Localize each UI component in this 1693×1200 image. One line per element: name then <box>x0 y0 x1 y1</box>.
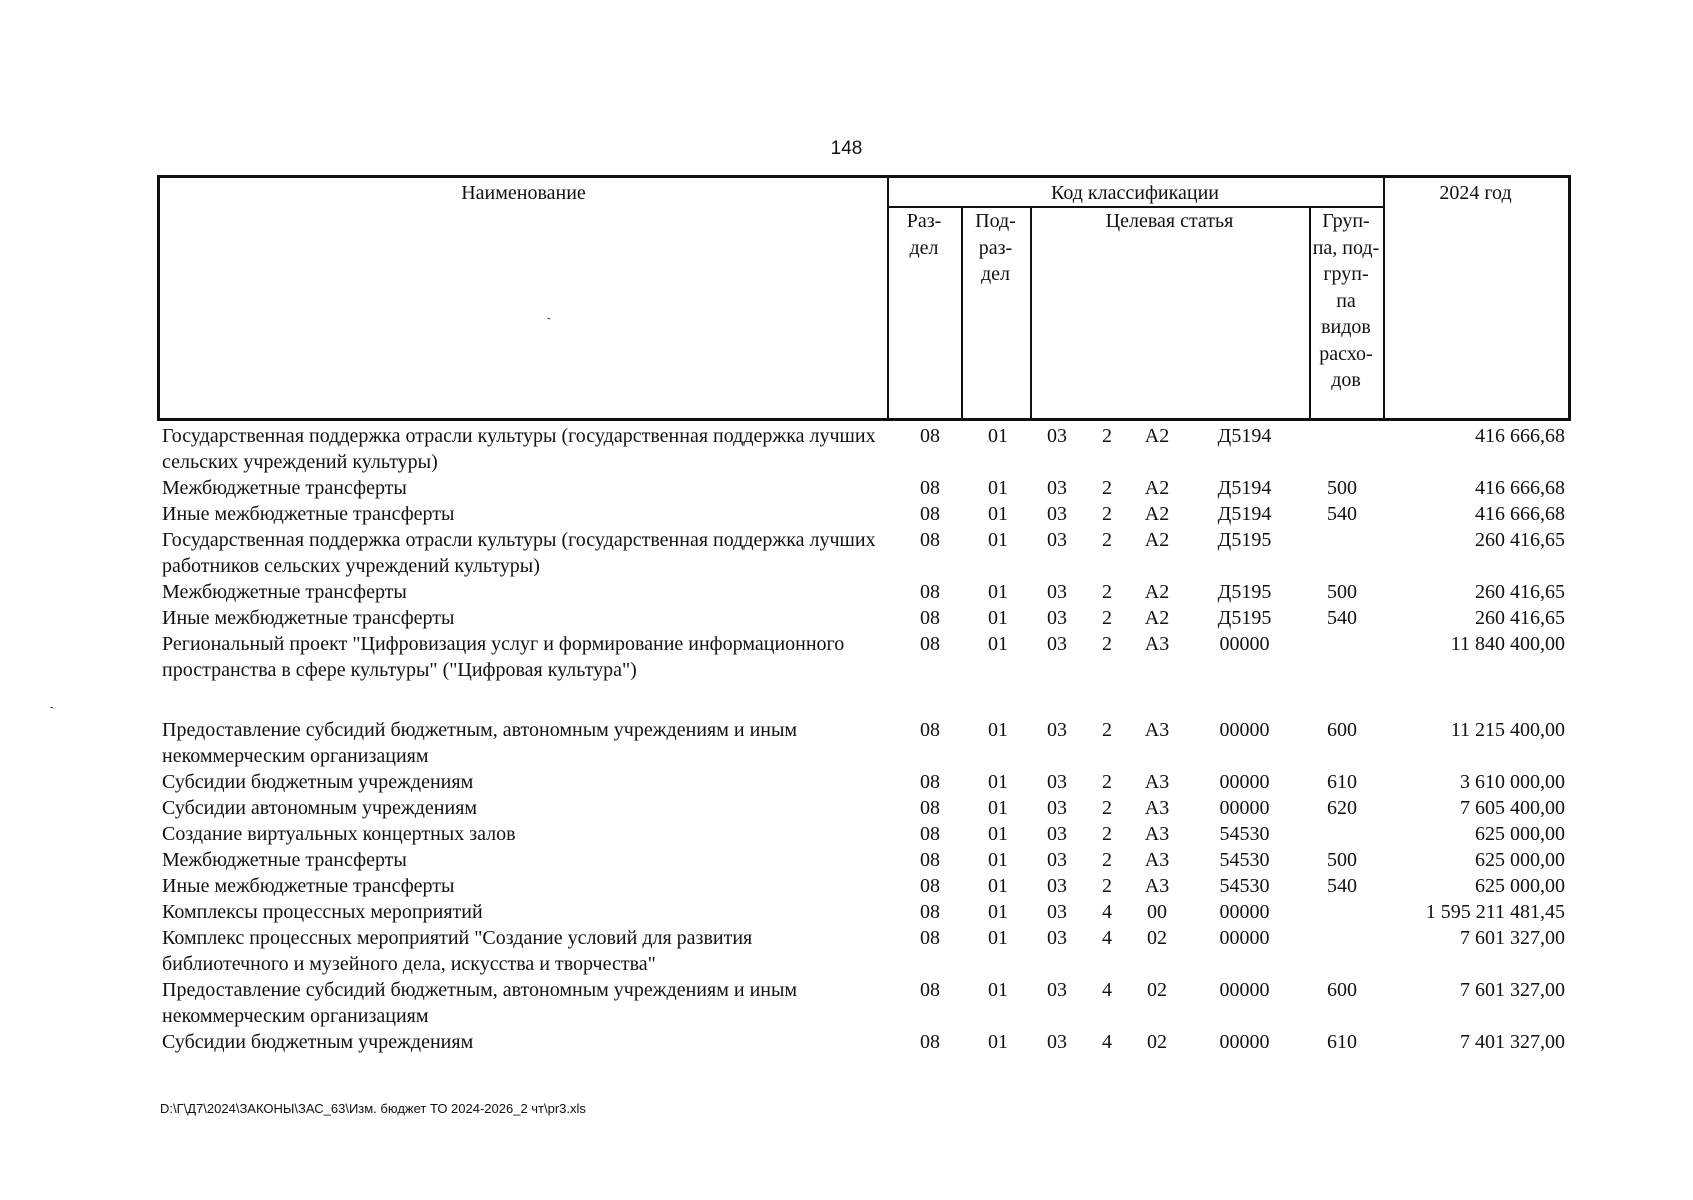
table-row <box>157 795 1571 821</box>
target-code-1: 03 <box>1047 823 1067 845</box>
target-code-3: А3 <box>1144 849 1170 871</box>
row-name: Комплекс процессных мероприятий "Создание условий для развития библиотечного и музейного дела, искусства и творчества" <box>162 927 753 975</box>
target-code-4: 54530 <box>1219 875 1270 897</box>
table-row <box>157 423 1571 475</box>
target-code-1: 03 <box>1047 875 1067 897</box>
amount-cell: 7 401 327,00 <box>1460 1031 1565 1053</box>
target-code-3: 02 <box>1147 979 1167 1001</box>
group-cell: 540 <box>1327 875 1357 897</box>
table-row <box>157 631 1571 683</box>
target-code-2: 2 <box>1102 823 1112 845</box>
podrazdel-cell: 01 <box>988 477 1008 499</box>
target-code-2: 2 <box>1102 581 1112 603</box>
amount-cell: 625 000,00 <box>1475 849 1565 871</box>
target-code-4: 00000 <box>1219 901 1270 923</box>
header-razdel: Раз- дел <box>906 210 942 259</box>
header-divider <box>1030 206 1032 418</box>
row-name: Государственная поддержка отрасли культуры (государственная поддержка лучших работников сельских учреждений культуры) <box>162 529 876 577</box>
target-code-1: 03 <box>1047 797 1067 819</box>
target-code-2: 2 <box>1102 529 1112 551</box>
target-code-3: А3 <box>1144 797 1170 819</box>
table-row <box>157 873 1571 899</box>
razdel-cell: 08 <box>920 797 940 819</box>
row-name: Субсидии бюджетным учреждениям <box>162 1031 474 1053</box>
target-code-4: Д5195 <box>1217 607 1272 629</box>
target-code-2: 4 <box>1102 927 1112 949</box>
target-code-2: 2 <box>1102 425 1112 447</box>
amount-cell: 7 601 327,00 <box>1460 979 1565 1001</box>
target-code-1: 03 <box>1047 607 1067 629</box>
amount-cell: 416 666,68 <box>1475 425 1565 447</box>
file-path-footer: D:\Г\Д7\2024\ЗАКОНЫ\ЗАС_63\Изм. бюджет ТО 2024-2026_2 чт\pr3.xls <box>160 1101 586 1116</box>
target-code-3: А2 <box>1144 607 1170 629</box>
razdel-cell: 08 <box>920 503 940 525</box>
target-code-2: 2 <box>1102 797 1112 819</box>
target-code-4: Д5195 <box>1217 529 1272 551</box>
table-row <box>157 1029 1571 1055</box>
target-code-4: 54530 <box>1219 849 1270 871</box>
target-code-2: 2 <box>1102 503 1112 525</box>
group-cell: 610 <box>1327 1031 1357 1053</box>
razdel-cell: 08 <box>920 849 940 871</box>
target-code-3: 02 <box>1147 927 1167 949</box>
podrazdel-cell: 01 <box>988 979 1008 1001</box>
target-code-4: 00000 <box>1219 797 1270 819</box>
podrazdel-cell: 01 <box>988 823 1008 845</box>
razdel-cell: 08 <box>920 425 940 447</box>
amount-cell: 625 000,00 <box>1475 875 1565 897</box>
target-code-3: А2 <box>1144 529 1170 551</box>
podrazdel-cell: 01 <box>988 633 1008 655</box>
group-cell: 620 <box>1327 797 1357 819</box>
target-code-1: 03 <box>1047 529 1067 551</box>
header-divider <box>1383 178 1385 418</box>
amount-cell: 11 840 400,00 <box>1450 633 1565 655</box>
header-year: 2024 год <box>1439 182 1512 204</box>
row-name: Государственная поддержка отрасли культуры (государственная поддержка лучших сельских учреждений культуры) <box>162 425 876 473</box>
group-cell: 600 <box>1327 979 1357 1001</box>
target-code-1: 03 <box>1047 771 1067 793</box>
podrazdel-cell: 01 <box>988 425 1008 447</box>
target-code-3: 00 <box>1147 901 1167 923</box>
pen-mark: ˏ <box>45 694 55 711</box>
razdel-cell: 08 <box>920 875 940 897</box>
podrazdel-cell: 01 <box>988 901 1008 923</box>
razdel-cell: 08 <box>920 633 940 655</box>
header-name: Наименование <box>461 182 586 204</box>
row-name: Субсидии автономным учреждениям <box>162 797 478 819</box>
row-name: Предоставление субсидий бюджетным, автономным учреждениям и иным некоммерческим организациям <box>162 979 798 1027</box>
podrazdel-cell: 01 <box>988 503 1008 525</box>
table-row <box>157 605 1571 631</box>
row-name: Региональный проект "Цифровизация услуг и формирование информационного пространства в сфере культуры" ("Цифровая культура") <box>162 633 845 681</box>
amount-cell: 416 666,68 <box>1475 477 1565 499</box>
amount-cell: 260 416,65 <box>1475 581 1565 603</box>
target-code-2: 2 <box>1102 477 1112 499</box>
group-cell: 500 <box>1327 849 1357 871</box>
group-cell: 500 <box>1327 477 1357 499</box>
target-code-3: А3 <box>1144 633 1170 655</box>
target-code-4: 00000 <box>1219 1031 1270 1053</box>
header-classification: Код классификации <box>1050 182 1220 204</box>
row-name: Иные межбюджетные трансферты <box>162 607 455 629</box>
header-group: Груп- па, под- груп- па видов расхо- дов <box>1312 210 1380 391</box>
amount-cell: 260 416,65 <box>1475 529 1565 551</box>
target-code-4: Д5194 <box>1217 477 1272 499</box>
podrazdel-cell: 01 <box>988 797 1008 819</box>
target-code-1: 03 <box>1047 979 1067 1001</box>
target-code-3: А3 <box>1144 771 1170 793</box>
podrazdel-cell: 01 <box>988 875 1008 897</box>
table-row <box>157 527 1571 579</box>
amount-cell: 260 416,65 <box>1475 607 1565 629</box>
razdel-cell: 08 <box>920 901 940 923</box>
target-code-3: А3 <box>1144 875 1170 897</box>
row-name: Предоставление субсидий бюджетным, автономным учреждениям и иным некоммерческим организациям <box>162 719 798 767</box>
target-code-1: 03 <box>1047 927 1067 949</box>
target-code-1: 03 <box>1047 503 1067 525</box>
group-cell: 600 <box>1327 719 1357 741</box>
row-spacer <box>157 683 1571 717</box>
target-code-1: 03 <box>1047 901 1067 923</box>
target-code-3: 02 <box>1147 1031 1167 1053</box>
table-row <box>157 579 1571 605</box>
razdel-cell: 08 <box>920 607 940 629</box>
target-code-4: Д5194 <box>1217 425 1272 447</box>
target-code-4: 00000 <box>1219 771 1270 793</box>
amount-cell: 7 605 400,00 <box>1460 797 1565 819</box>
group-cell: 540 <box>1327 503 1357 525</box>
target-code-3: А2 <box>1144 503 1170 525</box>
amount-cell: 416 666,68 <box>1475 503 1565 525</box>
target-code-1: 03 <box>1047 849 1067 871</box>
podrazdel-cell: 01 <box>988 927 1008 949</box>
table-header <box>157 175 1571 421</box>
razdel-cell: 08 <box>920 529 940 551</box>
group-cell: 610 <box>1327 771 1357 793</box>
target-code-2: 2 <box>1102 875 1112 897</box>
podrazdel-cell: 01 <box>988 607 1008 629</box>
target-code-3: А2 <box>1144 477 1170 499</box>
target-code-4: 54530 <box>1219 823 1270 845</box>
target-code-2: 4 <box>1102 901 1112 923</box>
table-row <box>157 847 1571 873</box>
row-name: Межбюджетные трансферты <box>162 477 407 499</box>
target-code-1: 03 <box>1047 581 1067 603</box>
target-code-2: 2 <box>1102 849 1112 871</box>
page-number: 148 <box>830 138 863 159</box>
razdel-cell: 08 <box>920 927 940 949</box>
target-code-1: 03 <box>1047 477 1067 499</box>
razdel-cell: 08 <box>920 477 940 499</box>
target-code-4: 00000 <box>1219 633 1270 655</box>
podrazdel-cell: 01 <box>988 581 1008 603</box>
target-code-1: 03 <box>1047 633 1067 655</box>
podrazdel-cell: 01 <box>988 529 1008 551</box>
header-podrazdel: Под- раз- дел <box>975 210 1016 285</box>
razdel-cell: 08 <box>920 979 940 1001</box>
table-row <box>157 977 1571 1029</box>
row-name: Создание виртуальных концертных залов <box>162 823 516 845</box>
row-name: Межбюджетные трансферты <box>162 849 407 871</box>
target-code-3: А2 <box>1144 581 1170 603</box>
target-code-2: 4 <box>1102 979 1112 1001</box>
table-row <box>157 821 1571 847</box>
amount-cell: 7 601 327,00 <box>1460 927 1565 949</box>
target-code-2: 2 <box>1102 771 1112 793</box>
table-row <box>157 899 1571 925</box>
target-code-4: 00000 <box>1219 927 1270 949</box>
pen-mark: ˏ <box>542 305 552 322</box>
target-code-1: 03 <box>1047 1031 1067 1053</box>
target-code-4: Д5194 <box>1217 503 1272 525</box>
amount-cell: 3 610 000,00 <box>1460 771 1565 793</box>
target-code-2: 2 <box>1102 633 1112 655</box>
amount-cell: 625 000,00 <box>1475 823 1565 845</box>
target-code-2: 2 <box>1102 607 1112 629</box>
row-name: Комплексы процессных мероприятий <box>162 901 483 923</box>
target-code-3: А2 <box>1144 425 1170 447</box>
podrazdel-cell: 01 <box>988 1031 1008 1053</box>
razdel-cell: 08 <box>920 1031 940 1053</box>
target-code-2: 4 <box>1102 1031 1112 1053</box>
table-body <box>157 423 1571 1055</box>
header-target: Целевая статья <box>1105 210 1234 232</box>
row-name: Иные межбюджетные трансферты <box>162 875 455 897</box>
podrazdel-cell: 01 <box>988 719 1008 741</box>
row-name: Иные межбюджетные трансферты <box>162 503 455 525</box>
group-cell: 540 <box>1327 607 1357 629</box>
row-name: Межбюджетные трансферты <box>162 581 407 603</box>
target-code-1: 03 <box>1047 719 1067 741</box>
target-code-3: А3 <box>1144 719 1170 741</box>
razdel-cell: 08 <box>920 771 940 793</box>
razdel-cell: 08 <box>920 581 940 603</box>
table-row <box>157 475 1571 501</box>
target-code-1: 03 <box>1047 425 1067 447</box>
table-row <box>157 769 1571 795</box>
row-name: Субсидии бюджетным учреждениям <box>162 771 474 793</box>
razdel-cell: 08 <box>920 719 940 741</box>
podrazdel-cell: 01 <box>988 849 1008 871</box>
amount-cell: 11 215 400,00 <box>1450 719 1565 741</box>
target-code-4: 00000 <box>1219 979 1270 1001</box>
target-code-4: 00000 <box>1219 719 1270 741</box>
target-code-4: Д5195 <box>1217 581 1272 603</box>
table-row <box>157 925 1571 977</box>
target-code-3: А3 <box>1144 823 1170 845</box>
target-code-2: 2 <box>1102 719 1112 741</box>
table-row <box>157 717 1571 769</box>
group-cell: 500 <box>1327 581 1357 603</box>
razdel-cell: 08 <box>920 823 940 845</box>
table-row <box>157 501 1571 527</box>
amount-cell: 1 595 211 481,45 <box>1425 901 1565 923</box>
podrazdel-cell: 01 <box>988 771 1008 793</box>
